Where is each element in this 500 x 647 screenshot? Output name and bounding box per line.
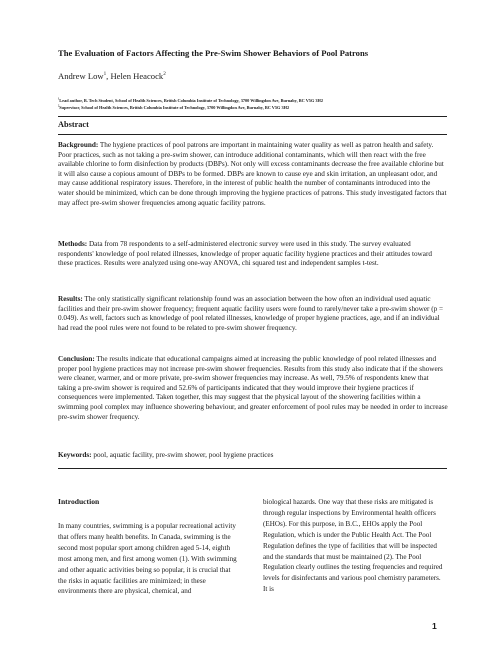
intro-left-column	[58, 497, 240, 597]
author-name: Andrew Low	[58, 71, 104, 81]
author-separator: ,	[106, 71, 111, 81]
section-text: The hygiene practices of pool patrons are important in maintaining water quality as well as patron health and safety. Poor practices, such as not taking a pre-swim shower, can introduce additional contaminants, which will then react with the free available chlorine to form disinfection by products (DBPs). Not only will excess contaminants decrease the free available chlorine but it will also cause a copious amount of DBPs to be formed. DBPs are known to cause eye and skin irritation, an unpleasant odor, and may cause additional respiratory issues. Therefore, in the interest of public health the number of contaminants introduced into the water should be minimized, which can be done through improving the hygiene practices of patrons. This study investigated factors that may affect pre-swim shower frequencies among aquatic facility patrons.	[58, 141, 447, 207]
section-label: Conclusion:	[58, 355, 95, 363]
affiliation-text: Supervisor, School of Health Sciences, British Columbia Institute of Technology, 3700 Willingdon Ave, Burnaby, BC V5G 3H2	[59, 105, 290, 110]
affiliation-text: Lead author, B. Tech Student, School of Health Sciences, British Columbia Institute of Technology, 3700 Willingdon Ave, Burnaby, BC V5G 3H2	[59, 98, 324, 103]
intro-heading: Introduction	[58, 497, 100, 506]
section-label: Results:	[58, 295, 83, 303]
section-text: The results indicate that educational campaigns aimed at increasing the public knowledge of pool related illnesses and proper pool hygiene practices may not increase pre-swim shower frequencies. Results from this study also indicate that if the showers were cleaner, warmer, and or more private, pre-swim shower frequencies may increase. As well, 79.5% of respondents knew that taking a pre-swim shower is required and 52.6% of participants indicated that they would improve their hygiene practices if consequences were implemented. Taken together, this may suggest that the physical layout of the showering facilities within a swimming pool complex may influence showering behaviour, and greater enforcement of pool rules may be needed in order to increase pre-swim shower frequency.	[58, 355, 448, 421]
abstract-methods	[58, 240, 448, 269]
section-text: pool, aquatic facility, pre-swim shower, pool hygiene practices	[91, 451, 274, 459]
abstract-keywords	[58, 451, 448, 461]
intro-text: biological hazards. One way that these risks are mitigated is through regular inspections by Environmental health officers (EHOs). For this purpose, in B.C., EHOs apply the Pool Regulation, which is under the Public Health Act. The Pool Regulation defines the type of facilities that will be inspected and the standards that must be maintained (2). The Pool Regulation clearly outlines the testing frequencies and required levels for disinfectants and various pool chemistry parameters. It is	[263, 498, 443, 594]
intro-right-column	[263, 497, 445, 595]
divider	[58, 134, 447, 135]
section-label: Methods:	[58, 240, 88, 248]
section-label: Background:	[58, 141, 99, 149]
affiliation-marker: 2	[58, 104, 60, 108]
author-affiliation-marker: 1	[103, 71, 107, 78]
abstract-results	[58, 295, 448, 333]
divider	[58, 468, 447, 469]
author-line	[58, 71, 166, 82]
abstract-conclusion	[58, 355, 448, 422]
paper-title: The Evaluation of Factors Affecting the Pre-Swim Shower Behaviors of Pool Patrons	[58, 48, 369, 58]
intro-text: In many countries, swimming is a popular recreational activity that offers many health benefits. In Canada, swimming is the second most popular sport among children aged 5-14, eighth most among men, and first among women (1). With swimming and other aquatic activities being so popular, it is crucial that the risks in aquatic facilities are minimized; in these environments there are physical, chemical, and	[58, 522, 237, 596]
divider	[58, 116, 447, 117]
abstract-background	[58, 141, 448, 208]
page-number: 1	[432, 621, 437, 631]
affiliation-line	[58, 98, 458, 104]
section-text: The only statistically significant relationship found was an association between the how often an individual used aquatic facilities and their pre-swim shower frequency; frequent aquatic facility users were found to rarely/never take a pre-swim shower (p = 0.049). As well, factors such as knowledge of pool related illnesses, knowledge of proper hygiene practices, age, and if an individual had read the pool rules were not found to be related to pre-swim shower frequency.	[58, 295, 444, 332]
author-name: Helen Heacock	[110, 71, 164, 81]
affiliation-marker: 1	[58, 97, 60, 101]
section-text: Data from 78 respondents to a self-administered electronic survey were used in this study. The survey evaluated respondents' knowledge of pool related illnesses, knowledge of proper aquatic facility hygiene practices and their attitudes toward these practices. Results were analyzed using one-way ANOVA, chi squared test and independent samples t-test.	[58, 240, 432, 268]
author-affiliation-marker: 2	[163, 71, 166, 78]
affiliation-line	[58, 105, 458, 111]
abstract-heading: Abstract	[58, 120, 89, 129]
section-label: Keywords:	[58, 451, 92, 459]
